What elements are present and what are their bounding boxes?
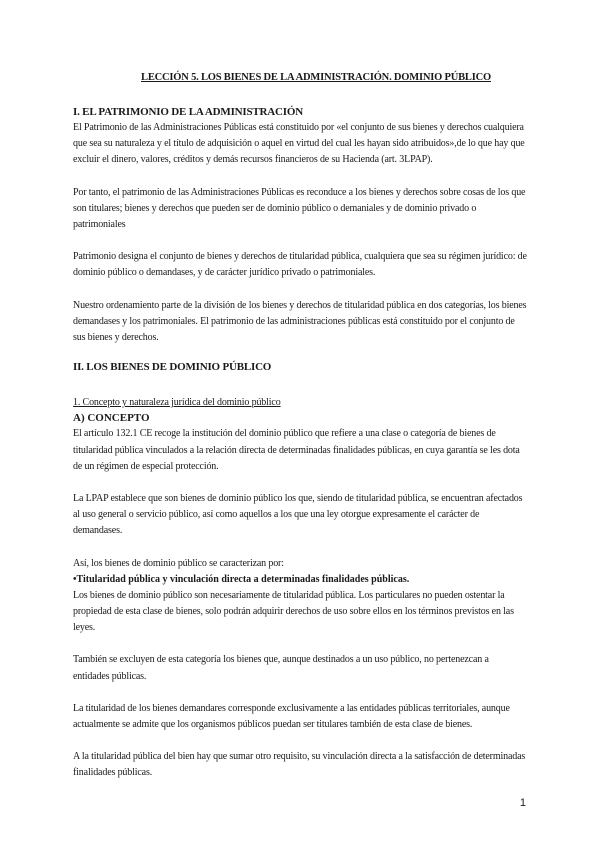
paragraph: La LPAP establece que son bienes de dominio público los que, siendo de titularidad pública, se encuentran afectados al uso general o servicio público, así como aquellos a los que una ley otorgue expresamente el carácter de demandases. bbox=[73, 493, 523, 537]
paragraph: Los bienes de dominio público son necesariamente de titularidad pública. Los particulares no pueden ostentar la propiedad de esta clase de bienes, solo podrán adquirir derechos de uso sobre ellos en los términos previstos en las leyes. bbox=[73, 589, 514, 634]
paragraph: Por tanto, el patrimonio de las Administraciones Públicas es reconduce a los bienes y derechos sobre cosas de los que son titulares; bienes y derechos que pueden ser de dominio público o demaniales y de dominio privado o patrimoniales bbox=[73, 186, 526, 231]
paragraph: Nuestro ordenamiento parte de la división de los bienes y derechos de titularidad pública en dos categorías, los bienes demandases y los patrimoniales. El patrimonio de las administraciones públicas está constituido por el conjunto de sus bienes y derechos. bbox=[73, 299, 527, 344]
subsubsection-heading: A) CONCEPTO bbox=[73, 412, 150, 425]
section-heading-patrimonio: I. EL PATRIMONIO DE LA ADMINISTRACIÓN bbox=[73, 106, 303, 118]
paragraph: A la titularidad pública del bien hay que sumar otro requisito, su vinculación directa a la satisfacción de determinadas finalidades públicas. bbox=[73, 751, 526, 779]
paragraph: La titularidad de los bienes demandares corresponde exclusivamente a las entidades públicas territoriales, aunque actualmente se admite que los organismos públicos puedan ser titulares también de esta clase de bienes. bbox=[73, 702, 510, 731]
page-content bbox=[73, 72, 527, 782]
section-heading-dominio-publico: II. LOS BIENES DE DOMINIO PÚBLICO bbox=[73, 361, 272, 374]
paragraph: Patrimonio designa el conjunto de bienes y derechos de titularidad pública, cualquiera que sea su régimen jurídico: de dominio público o demandases, y de carácter jurídico privado o patrimoniales. bbox=[73, 251, 527, 279]
document-title: LECCIÓN 5. LOS BIENES DE LA ADMINISTRACIÓN. DOMINIO PÚBLICO bbox=[141, 72, 491, 83]
paragraph: El artículo 132.1 CE recoge la institución del dominio público que refiere a una clase o categoría de bienes de titularidad pública vinculados a la relación directa de determinadas finalidades públicas, en cuya garantía se les dota de un régimen de especial protección. bbox=[73, 428, 520, 472]
page-number: 1 bbox=[519, 797, 526, 809]
subsection-heading: 1. Concepto y naturaleza jurídica del dominio público bbox=[73, 397, 281, 409]
paragraph: También se excluyen de esta categoría los bienes que, aunque destinados a un uso público, no pertenezcan a entidades públicas. bbox=[73, 654, 489, 682]
bullet-point: •Titularidad pública y vinculación directa a determinadas finalidades públicas. bbox=[73, 573, 410, 585]
paragraph: El Patrimonio de las Administraciones Públicas está constituido por «el conjunto de sus bienes y derechos cualquiera que sea su naturaleza y el título de adquisición o aquel en virtud del cual les hayan sido atribuidos»,de lo que hay que excluir el dinero, valores, créditos y demás recursos financieros de su Hacienda (art. 3LPAP). bbox=[73, 122, 525, 166]
paragraph: Así, los bienes de dominio público se caracterizan por: bbox=[73, 557, 284, 569]
